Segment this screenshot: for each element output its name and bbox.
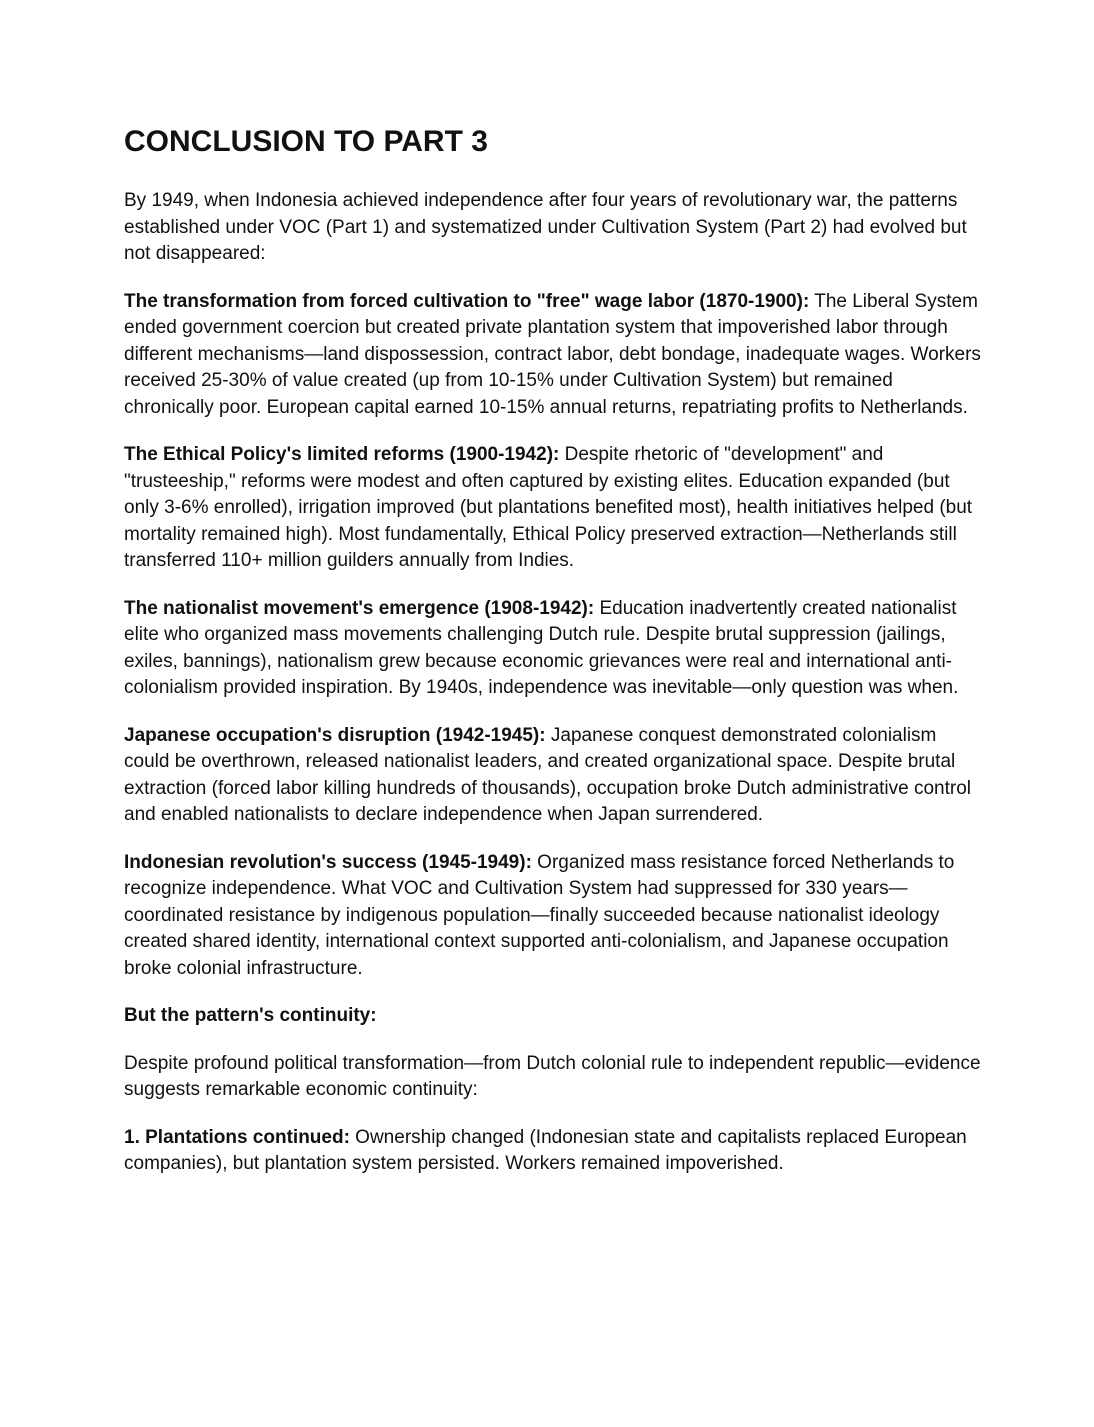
page-title: CONCLUSION TO PART 3 [124,125,488,158]
section-paragraph-indonesian-revolution [124,850,984,983]
continuity-intro-paragraph: Despite profound political transformation—from Dutch colonial rule to independent republic—evidence suggests remarkable economic continuity: [124,1052,981,1100]
section-heading: Indonesian revolution's success (1945-1949): [124,851,532,873]
section-body: The Liberal System ended government coercion but created private plantation system that impoverished labor through different mechanisms—land dispossession, contract labor, debt bondage, inadequate wages. Workers received 25-30% of value created (up from 10-15% under Cultivation System) but remained chronically poor. European capital earned 10-15% annual returns, repatriating profits to Netherlands. [124,290,981,418]
intro-paragraph: By 1949, when Indonesia achieved independence after four years of revolutionary war, the patterns established under VOC (Part 1) and systematized under Cultivation System (Part 2) had evolved but not disappeared: [124,190,967,264]
continuity-heading [124,1003,984,1030]
section-body: Japanese conquest demonstrated colonialism could be overthrown, released nationalist leaders, and created organizational space. Despite brutal extraction (forced labor killing hundreds of thousands), occupation broke Dutch administrative control and enabled nationalists to declare independence when Japan surrendered. [124,724,972,825]
section-heading: The Ethical Policy's limited reforms (1900-1942): [124,444,560,465]
section-heading: The transformation from forced cultivation to "free" wage labor (1870-1900): [124,290,810,312]
section-body: Despite rhetoric of "development" and "trusteeship," reforms were modest and often captured by existing elites. Education expanded (but only 3-6% enrolled), irrigation improved (but plantations benefited most), health initiatives helped (but mortality remained high). Most fundamentally, Ethical Policy preserved extraction—Netherlands still transferred 110+ million guilders annually from Indies. [124,444,973,571]
section-paragraph-ethical-policy [124,442,984,575]
point-paragraph-plantations [124,1125,984,1178]
section-body: Organized mass resistance forced Netherlands to recognize independence. What VOC and Cultivation System had suppressed for 330 years—coordinated resistance by indigenous population—finally succeeded because nationalist ideology created shared identity, international context supported anti-colonialism, and Japanese occupation broke colonial infrastructure. [124,851,955,979]
section-body: Education inadvertently created nationalist elite who organized mass movements challenging Dutch rule. Despite brutal suppression (jailings, exiles, bannings), nationalism grew because economic grievances were real and international anti-colonialism provided inspiration. By 1940s, independence was inevitable—only question was when. [124,597,959,698]
section-heading: The nationalist movement's emergence (1908-1942): [124,597,595,619]
section-paragraph-liberal-system [124,289,984,422]
section-paragraph-nationalist-movement [124,596,984,702]
section-heading: Japanese occupation's disruption (1942-1945): [124,724,546,746]
point-body: Ownership changed (Indonesian state and capitalists replaced European companies), but plantation system persisted. Workers remained impoverished. [124,1126,967,1174]
document-page [124,122,984,1199]
point-heading: 1. Plantations continued: [124,1126,350,1148]
continuity-heading-text: But the pattern's continuity: [124,1005,377,1026]
section-paragraph-japanese-occupation [124,723,984,829]
